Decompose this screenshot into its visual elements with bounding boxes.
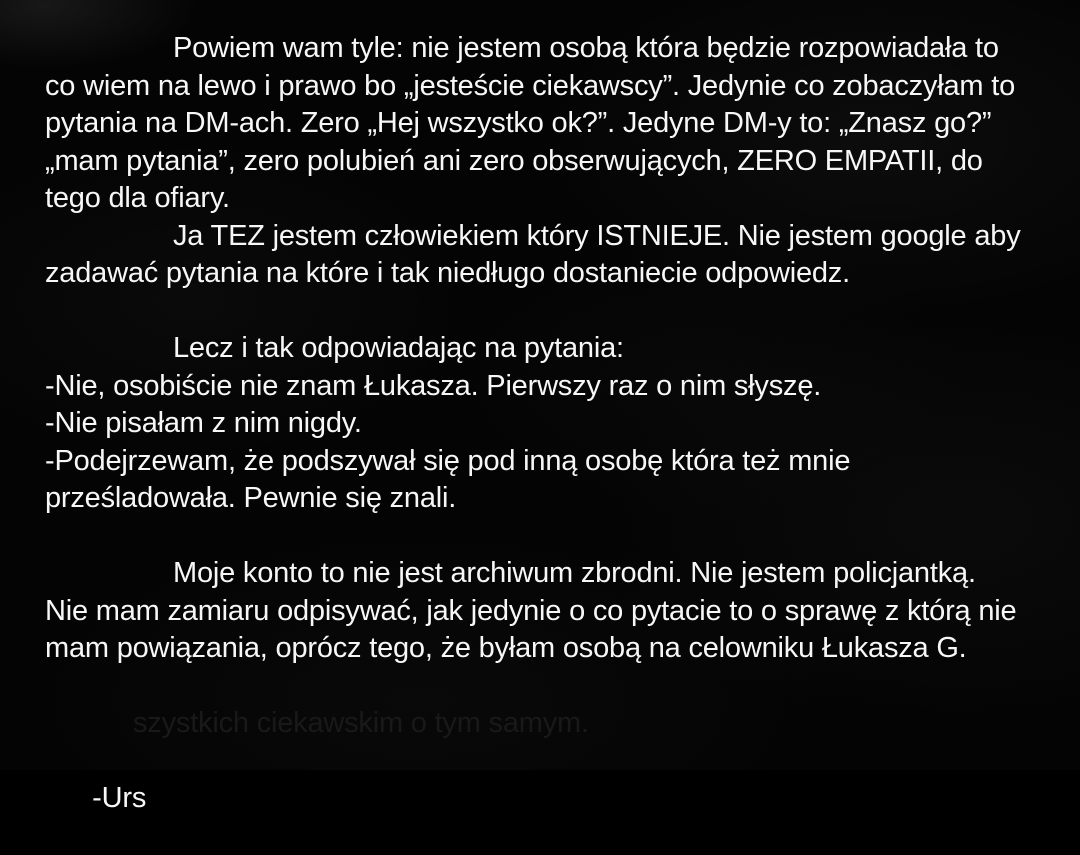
blank-line [45, 518, 1055, 556]
text-line: prześladowała. Pewnie się znali. [45, 482, 457, 514]
text-line: „mam pytania”, zero polubień ani zero obserwujących, ZERO EMPATII, do [45, 144, 983, 177]
text-line: Nie mam zamiaru odpisywać, jak jedynie o co pytacie to o sprawę z którą nie [45, 594, 1017, 627]
text-line: zadawać pytania na które i tak niedługo dostaniecie odpowiedz. [45, 257, 850, 289]
text-line: mam powiązania, oprócz tego, że byłam osobą na celowniku Łukasza G. [45, 632, 967, 664]
ghost-text: szystkich ciekawskim o tym samym. [133, 707, 589, 739]
text-line: Lecz i tak odpowiadając na pytania: [173, 332, 624, 364]
text-line: -Nie, osobiście nie znam Łukasza. Pierwszy raz o nim słyszę. [45, 369, 822, 402]
signature: -Urs [92, 782, 147, 814]
signature-line [45, 705, 1055, 814]
blank-line [45, 668, 1055, 706]
post-text [45, 30, 1055, 814]
text-line: -Podejrzewam, że podszywał się pod inną osobę która też mnie [45, 444, 851, 477]
text-line: pytania na DM-ach. Zero „Hej wszystko ok?”. Jedyne DM-y to: „Znasz go?” [45, 107, 992, 139]
text-line: Moje konto to nie jest archiwum zbrodni. Nie jestem policjantką. [173, 557, 976, 589]
text-line: co wiem na lewo i prawo bo „jesteście ciekawscy”. Jedynie co zobaczyłam to [45, 69, 1015, 102]
text-line: tego dla ofiary. [45, 182, 230, 214]
blank-line [45, 293, 1055, 331]
text-line: Ja TEZ jestem człowiekiem który ISTNIEJE. Nie jestem google aby [173, 219, 1021, 252]
text-line: -Nie pisałam z nim nigdy. [45, 407, 362, 439]
text-line: Powiem wam tyle: nie jestem osobą która będzie rozpowiadała to [173, 32, 999, 64]
